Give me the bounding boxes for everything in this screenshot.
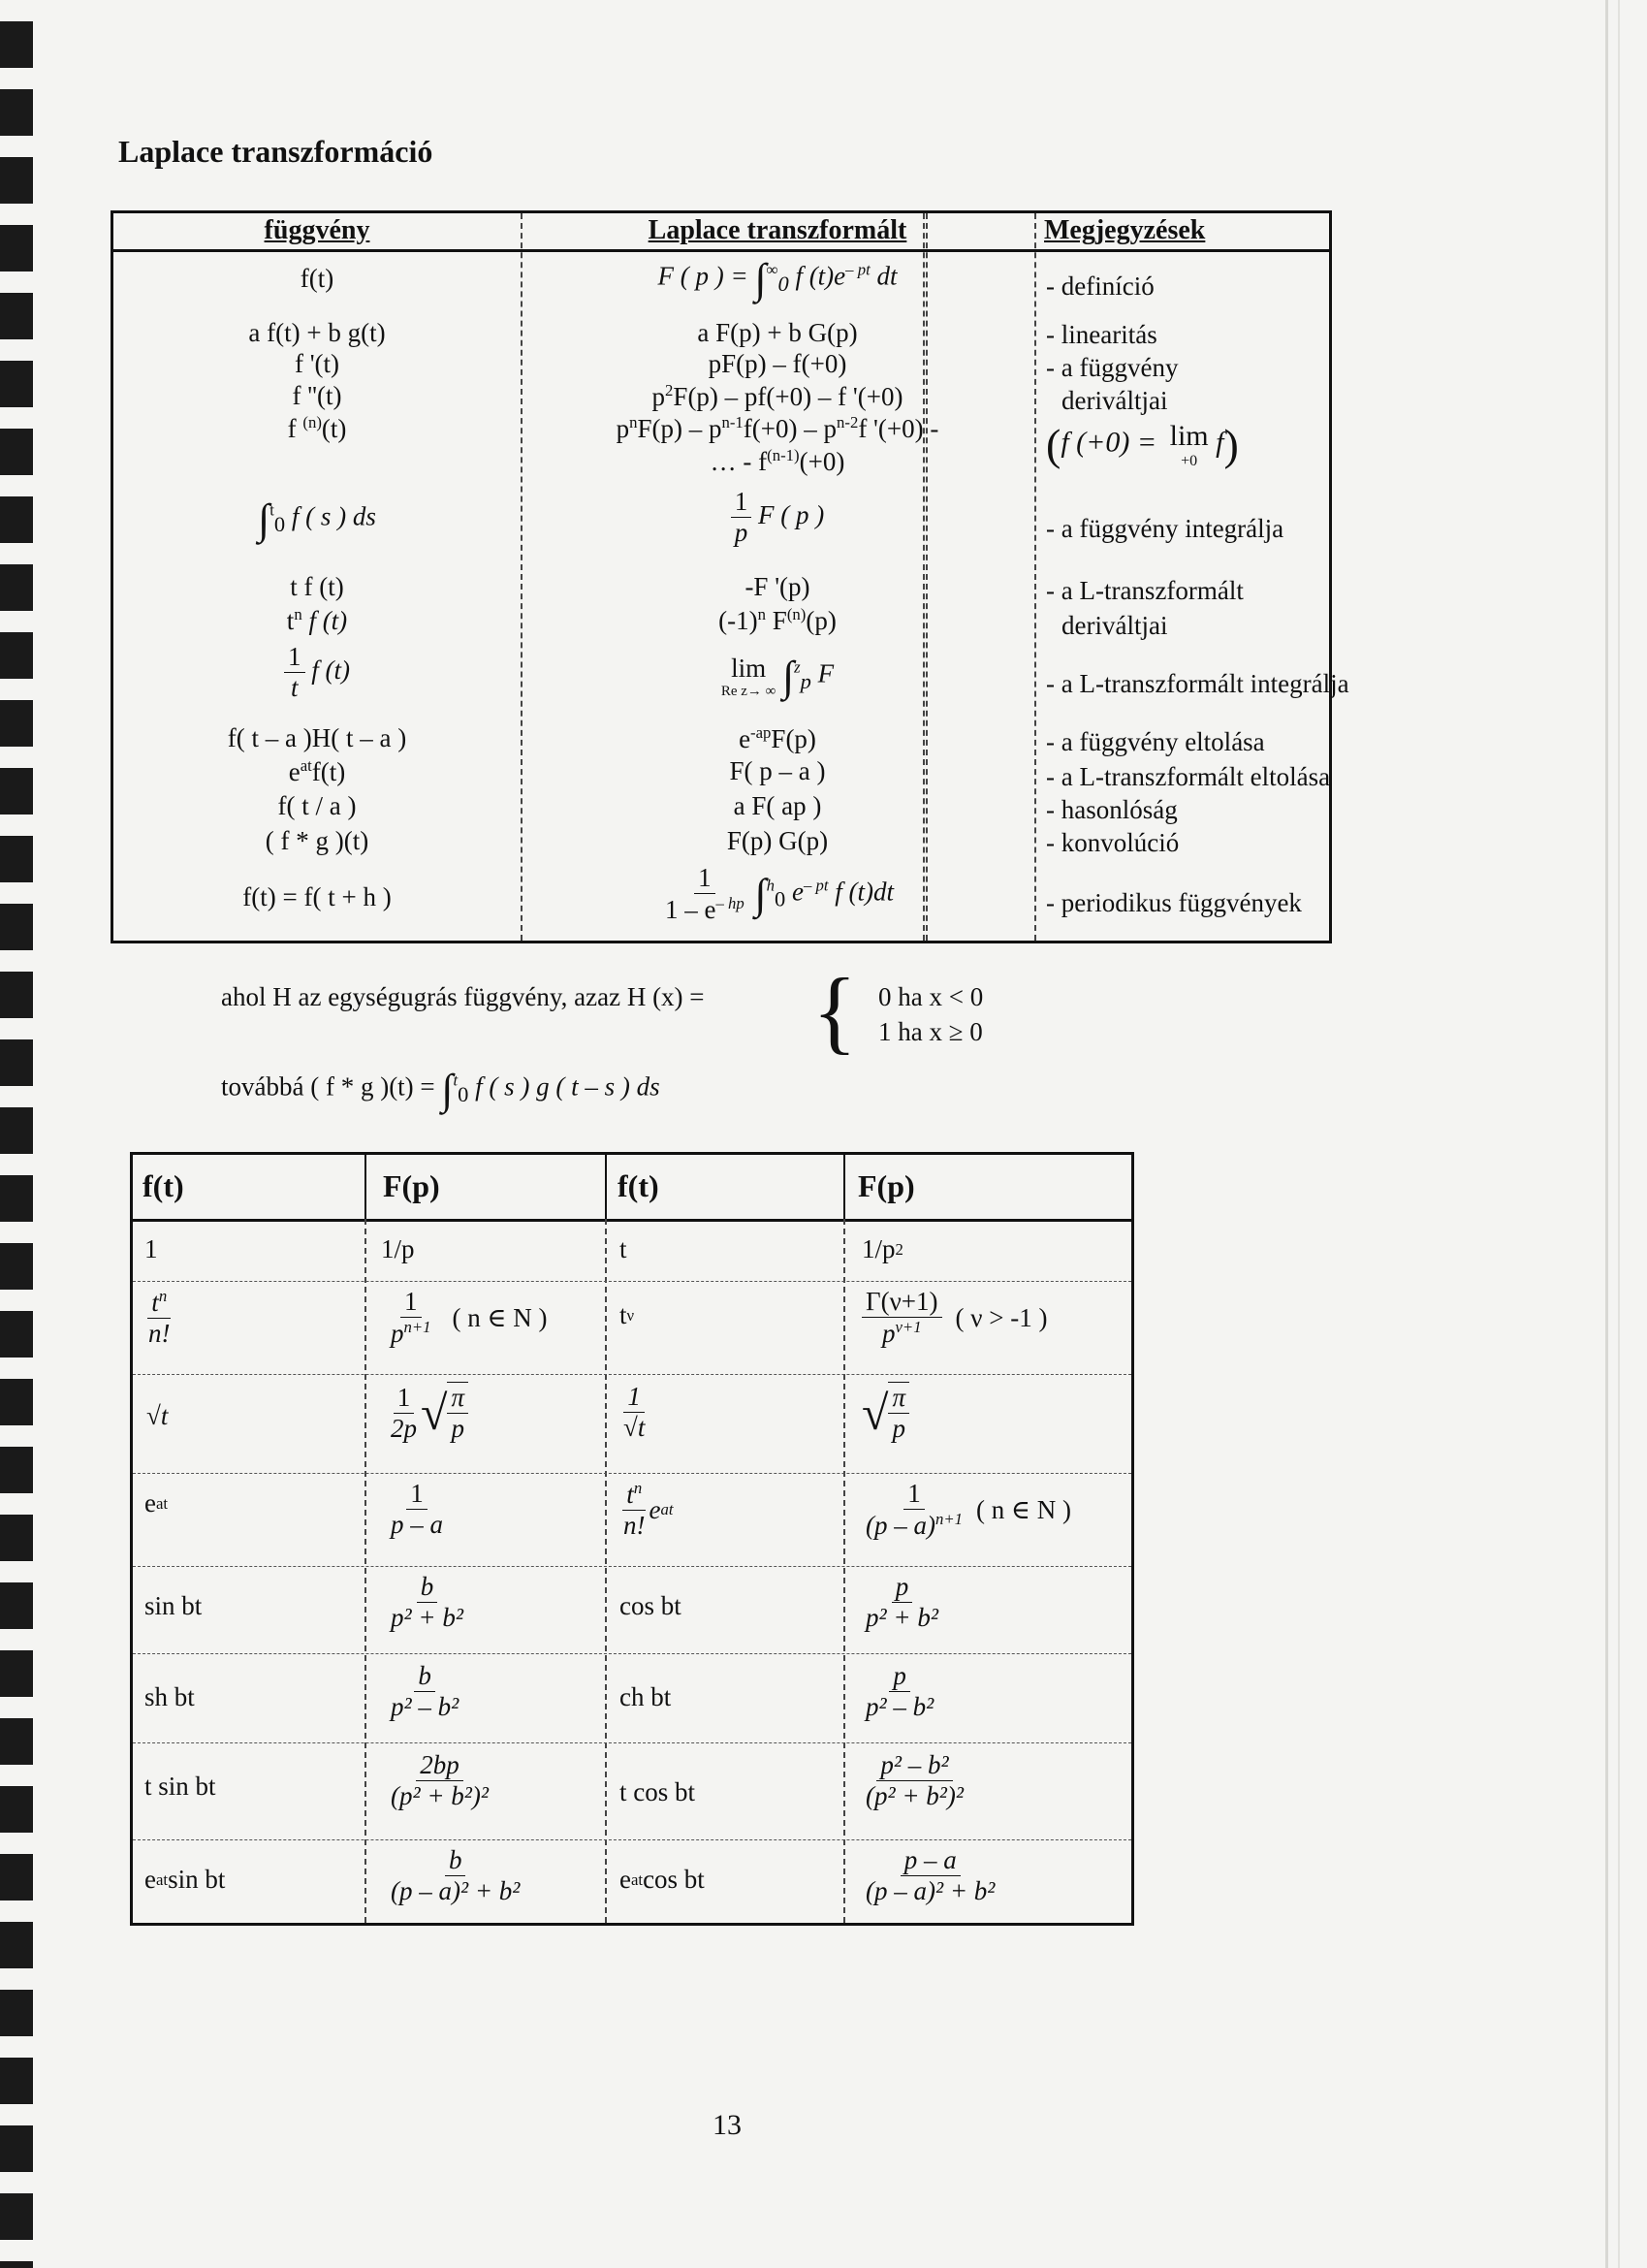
header-notes: Megjegyzések: [1044, 215, 1206, 245]
pair-3-ft: $\frac{t^n}{n!}$: [148, 1287, 171, 1349]
pair-10-ft: cos bt: [619, 1591, 681, 1620]
column-divider: [364, 1219, 366, 1923]
column-divider: [364, 1155, 366, 1219]
pair-11-fp: $\frac{b}{\text{p² – b²}}$: [391, 1661, 459, 1722]
fn-tn-ft: $t^n$ f (t): [286, 605, 348, 635]
row-divider: [133, 1566, 1131, 1567]
pair-12-fp: $\frac{p}{\text{p² – b²}}$: [866, 1661, 934, 1722]
fn-linear: a f(t) + b g(t): [248, 318, 386, 347]
header-fp-2: F(p): [858, 1168, 915, 1203]
pair-8-ft: $\frac{t^n}{n!}$ e at: [623, 1479, 674, 1541]
note-l-integral: - a L-transzformált integrálja: [1046, 669, 1349, 698]
pair-15-fp: $\frac{b}{\text{(p – a)² + b²}}$: [391, 1845, 521, 1906]
tr-tn-ft: $(-1)^n$ $F^{(n)}(p)$: [718, 605, 837, 635]
fn-deriv1: f '(t): [294, 349, 340, 378]
column-divider: [843, 1219, 845, 1923]
page-number: 13: [713, 2109, 742, 2141]
row-divider: [133, 1473, 1131, 1474]
pair-15-ft: e at sin bt: [144, 1865, 226, 1894]
heaviside-definition: ahol H az egységugrás függvény, azaz H (x) =: [221, 982, 705, 1011]
row-divider: [133, 1839, 1131, 1840]
heaviside-case-2: 1 ha x ≥ 0: [878, 1017, 983, 1046]
note-fn-integral: - a függvény integrálja: [1046, 514, 1284, 543]
tr-derivn: $p^nF(p) - p^{n-1}f(+0) - p^{n-2}f$ '(+0) -: [616, 413, 939, 443]
tr-scale: a F( ap ): [733, 791, 822, 820]
pair-14-fp: $\frac{\text{p² – b²}}{\text{(p² + b²)²}}$: [866, 1750, 964, 1811]
row-divider: [133, 1653, 1131, 1654]
pair-4-fp: $\frac{\Gamma(\nu+1)}{p^{\nu+1}}$ ( ν > -1 ): [862, 1287, 1047, 1349]
page-edge: [1618, 0, 1620, 2268]
pair-10-fp: $\frac{p}{\text{p² + b²}}$: [866, 1572, 938, 1633]
header-ft-1: f(t): [143, 1168, 184, 1203]
fn-ft: f(t): [300, 264, 334, 293]
tr-derivn-cont: … - $f^{(n-1)}(+0)$: [710, 446, 845, 476]
fn-shift: f( t – a )H( t – a ): [227, 723, 407, 752]
pair-1-ft: 1: [144, 1234, 158, 1263]
page-title: Laplace transzformáció: [118, 134, 433, 169]
fn-periodic: f(t) = f( t + h ): [242, 882, 392, 911]
fn-derivn: f $^{(n)}$(t): [287, 413, 347, 443]
pair-7-fp: $\frac{1}{p - a}$: [391, 1479, 443, 1540]
brace: {: [812, 959, 858, 1063]
pair-12-ft: ch bt: [619, 1682, 672, 1711]
pair-13-ft: t sin bt: [144, 1772, 216, 1801]
pair-3-fp: $\frac{1}{p^{n+1}}$ ( n ∈ N ): [391, 1287, 548, 1349]
column-divider: [605, 1219, 607, 1923]
note-l-deriv: - a L-transzformált: [1046, 576, 1244, 605]
tr-convolution: F(p) G(p): [726, 826, 829, 855]
note-linear: - linearitás: [1046, 320, 1157, 349]
column-divider: [605, 1155, 607, 1219]
header-fp-1: F(p): [383, 1168, 440, 1203]
header-transform: Laplace transzformált: [648, 215, 907, 245]
pair-11-ft: sh bt: [144, 1682, 195, 1711]
spiral-binding: [0, 0, 33, 2268]
page-edge: [1605, 0, 1608, 2268]
pair-5-ft: √t: [146, 1401, 169, 1430]
note-fn-deriv-2: deriváltjai: [1061, 386, 1168, 415]
note-similarity: - hasonlóság: [1046, 795, 1178, 824]
pair-7-ft: e at: [144, 1488, 169, 1517]
pair-6-fp: √ $\frac{\pi}{p}$: [862, 1382, 909, 1444]
pair-2-fp: 1/p 2: [862, 1234, 903, 1263]
header-divider: [113, 249, 1329, 252]
pair-16-ft: e at cos bt: [619, 1865, 705, 1894]
tr-integral: $\frac{1}{p}$ F ( p ): [521, 487, 1034, 548]
tr-definition: F ( p ) = $\int^\infty_0$ f $(t)e^{- pt}$ dt: [657, 255, 898, 303]
pair-13-fp: $\frac{2bp}{\text{(p² + b²)²}}$: [391, 1750, 489, 1811]
pair-2-ft: t: [619, 1234, 627, 1263]
note-initial-value: (f (+0) = lim +0 f): [1046, 419, 1239, 469]
header-function: függvény: [264, 215, 370, 245]
row-divider: [133, 1742, 1131, 1743]
laplace-properties-table: [111, 210, 1349, 943]
pair-1-fp: 1/p: [381, 1234, 415, 1263]
pair-16-fp: $\frac{p - a}{\text{(p – a)² + b²}}$: [866, 1845, 996, 1906]
tr-t-ft: -F '(p): [744, 572, 810, 601]
header-ft-2: f(t): [618, 1168, 659, 1203]
note-fn-deriv: - a függvény: [1046, 353, 1179, 382]
note-periodic: - periodikus függvények: [1046, 888, 1302, 917]
fn-ft-over-t: $\frac{1}{t}$ f (t): [113, 642, 521, 703]
pair-6-ft: $\frac{1}{√t}$: [623, 1382, 646, 1443]
fn-deriv2: f ''(t): [292, 381, 342, 410]
convolution-definition: továbbá ( f * g )(t) = ∫$^t_0$ f ( s ) g ( t – s ) ds: [221, 1066, 660, 1113]
fn-scale: f( t / a ): [277, 791, 357, 820]
column-divider: [843, 1155, 845, 1219]
column-divider: [1034, 213, 1036, 941]
tr-exp-shift: F( p – a ): [729, 756, 826, 785]
laplace-pairs-table: [130, 1152, 1134, 1926]
pair-4-ft: t ν: [619, 1300, 635, 1329]
pair-9-ft: sin bt: [144, 1591, 203, 1620]
pair-14-ft: t cos bt: [619, 1777, 695, 1806]
tr-deriv1: pF(p) – f(+0): [708, 349, 847, 378]
tr-periodic: $\frac{1}{1 - e^{- hp}}$ ∫$^h_0$ $e^{- pt}$ f (t)dt: [664, 863, 895, 925]
heaviside-case-1: 0 ha x < 0: [878, 982, 984, 1011]
fn-exp-shift: $e^{at}f(t)$: [288, 756, 346, 786]
note-l-shift: - a L-transzformált eltolása: [1046, 762, 1331, 791]
pair-8-fp: $\frac{1}{(p - a)^{n+1}}$ ( n ∈ N ): [866, 1479, 1071, 1541]
fn-integral: ∫$^t_0$ f ( s ) ds: [258, 495, 376, 543]
row-divider: [133, 1281, 1131, 1282]
note-convolution: - konvolúció: [1046, 828, 1180, 857]
fn-t-ft: t f (t): [290, 572, 344, 601]
note-l-deriv-2: deriváltjai: [1061, 611, 1168, 640]
pair-9-fp: $\frac{b}{\text{p² + b²}}$: [391, 1572, 463, 1633]
tr-linear: a F(p) + b G(p): [697, 318, 858, 347]
note-definition: - definíció: [1046, 272, 1155, 301]
pair-5-fp: $\frac{1}{2p}$ √ $\frac{\pi}{p}$: [387, 1382, 468, 1444]
tr-ft-over-t: lim Re z→ ∞ ∫$^z_p$ F: [720, 653, 835, 700]
fn-convolution: ( f * g )(t): [265, 826, 369, 855]
note-fn-shift: - a függvény eltolása: [1046, 727, 1265, 756]
tr-deriv2: $p^2F(p) - pf(+0) - f$ '(+0): [651, 381, 903, 411]
row-divider: [133, 1374, 1131, 1375]
tr-shift: $e^{-ap}F(p)$: [739, 723, 816, 753]
